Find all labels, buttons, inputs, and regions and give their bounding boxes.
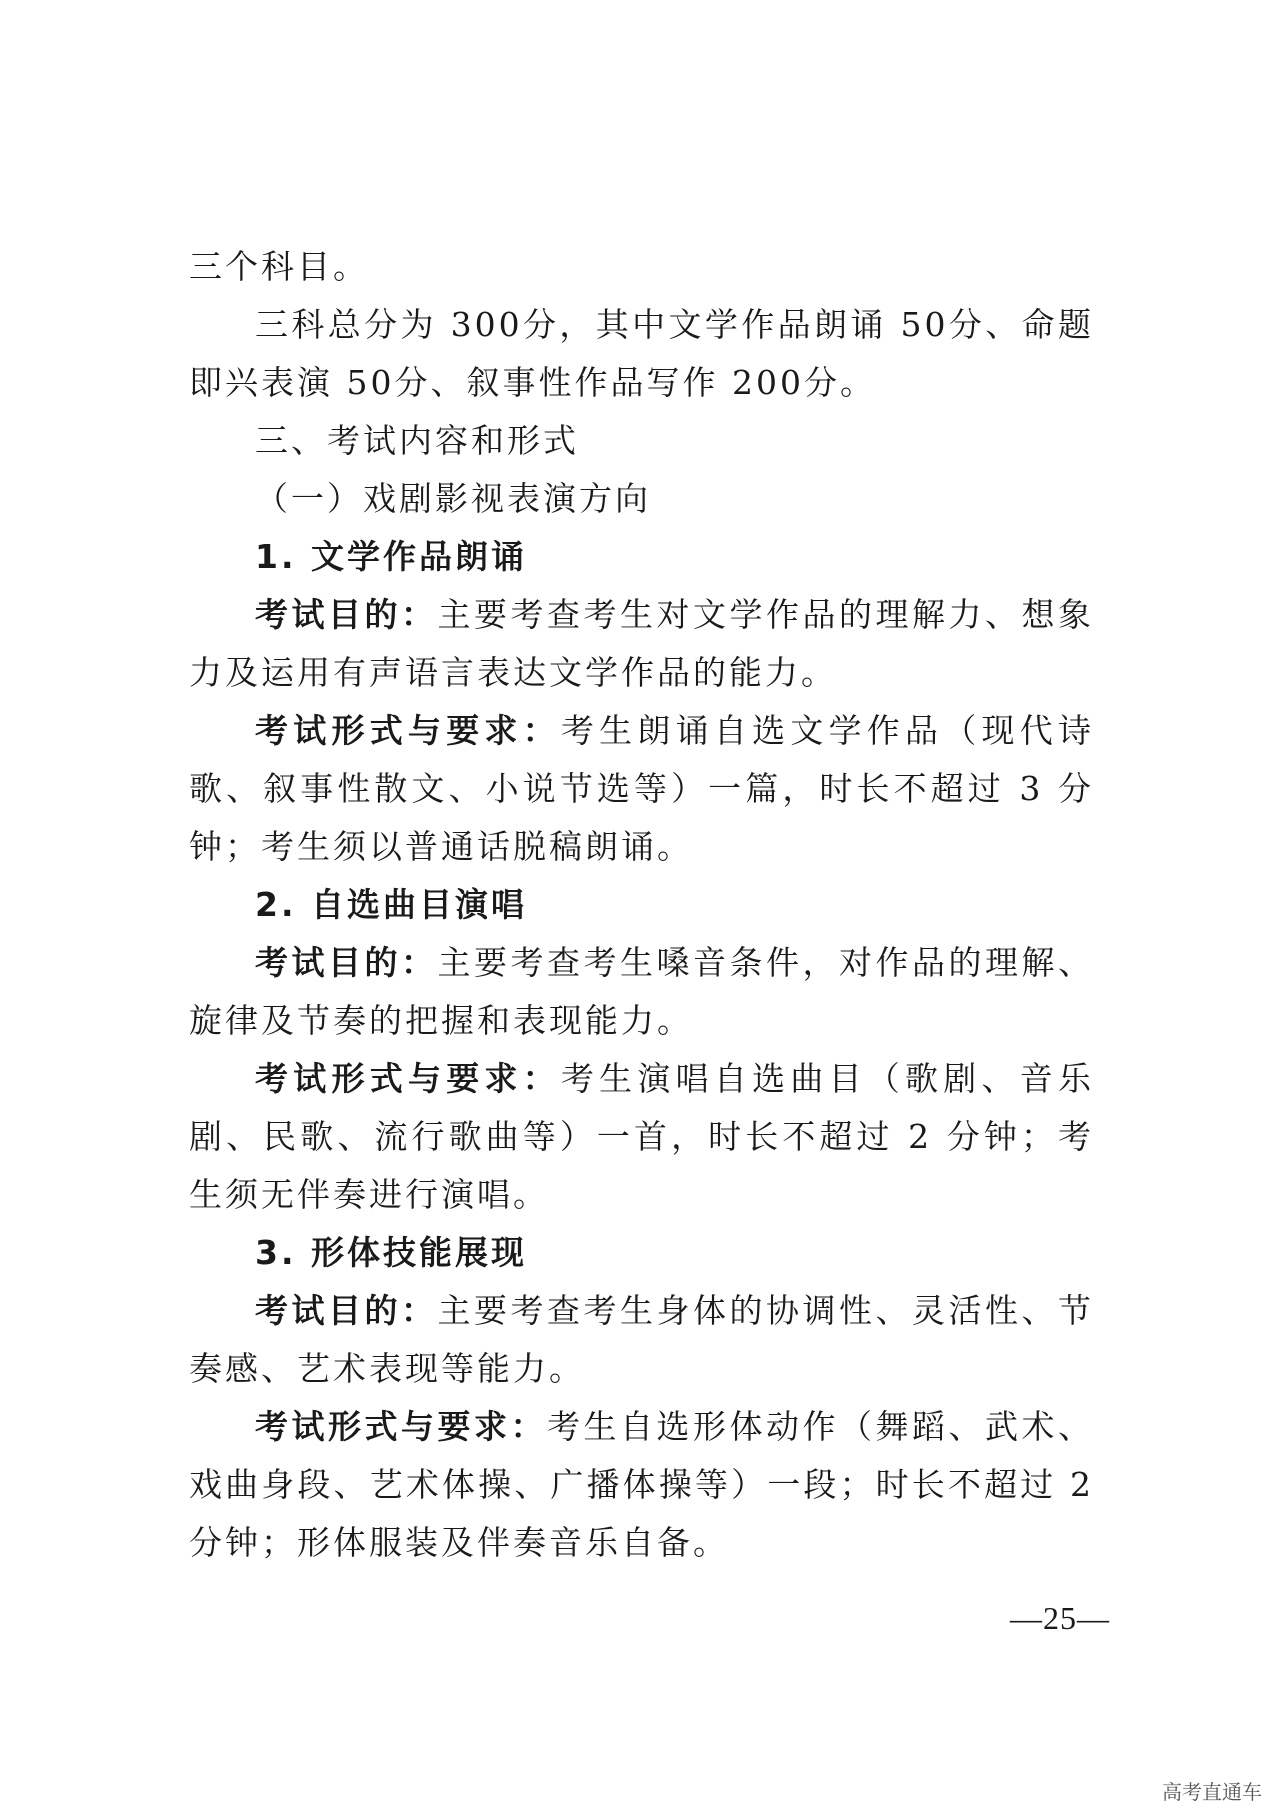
form-label: 考试形式与要求： bbox=[255, 711, 561, 750]
document-body bbox=[189, 238, 1094, 1572]
purpose-label: 考试目的： bbox=[255, 943, 438, 982]
item-title: 3. 形体技能展现 bbox=[255, 1233, 527, 1272]
section-heading: 三、考试内容和形式 bbox=[255, 421, 579, 460]
subsection-heading: （一）戏剧影视表演方向 bbox=[255, 479, 651, 518]
item-form bbox=[189, 1398, 1094, 1572]
item-title: 2. 自选曲目演唱 bbox=[255, 885, 527, 924]
item-purpose bbox=[189, 586, 1094, 702]
item-title: 1. 文学作品朗诵 bbox=[255, 537, 527, 576]
purpose-text: 主要考查考生嗓音条件，对作品的理解、旋律及节奏的把握和表现能力。 bbox=[189, 943, 1094, 1040]
score-paragraph: 三科总分为 300分，其中文学作品朗诵 50分、命题即兴表演 50分、叙事性作品写作 200分。 bbox=[189, 305, 1094, 402]
form-text: 考生朗诵自选文学作品（现代诗歌、叙事性散文、小说节选等）一篇，时长不超过 3 分钟；考生须以普通话脱稿朗诵。 bbox=[189, 711, 1095, 866]
purpose-text: 主要考查考生对文学作品的理解力、想象力及运用有声语言表达文学作品的能力。 bbox=[189, 595, 1094, 692]
purpose-text: 主要考查考生身体的协调性、灵活性、节奏感、艺术表现等能力。 bbox=[189, 1291, 1094, 1388]
purpose-label: 考试目的： bbox=[255, 595, 438, 634]
item-purpose bbox=[189, 1282, 1094, 1398]
item-purpose bbox=[189, 934, 1094, 1050]
lead-text: 三个科目。 bbox=[189, 247, 369, 286]
watermark: 高考直通车 bbox=[1162, 1780, 1262, 1804]
form-label: 考试形式与要求： bbox=[255, 1407, 547, 1446]
form-text: 考生自选形体动作（舞蹈、武术、戏曲身段、艺术体操、广播体操等）一段；时长不超过 2 分钟；形体服装及伴奏音乐自备。 bbox=[189, 1407, 1094, 1562]
purpose-label: 考试目的： bbox=[255, 1291, 438, 1330]
page-number: —25— bbox=[1010, 1600, 1110, 1636]
item-form bbox=[189, 1050, 1094, 1224]
item-form bbox=[189, 702, 1094, 876]
form-label: 考试形式与要求： bbox=[255, 1059, 561, 1098]
form-text: 考生演唱自选曲目（歌剧、音乐剧、民歌、流行歌曲等）一首，时长不超过 2 分钟；考生须无伴奏进行演唱。 bbox=[189, 1059, 1095, 1214]
